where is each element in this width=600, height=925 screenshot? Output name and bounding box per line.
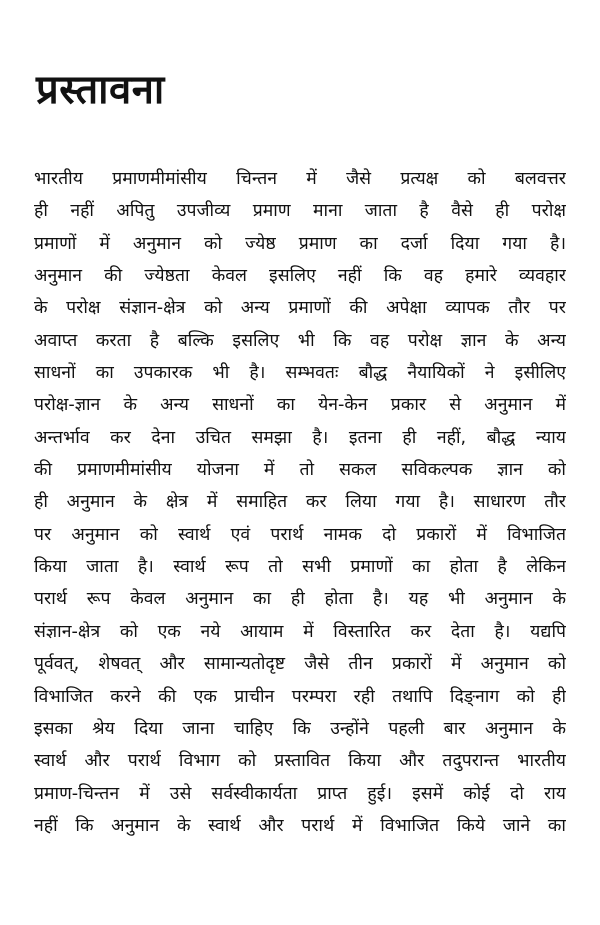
text-line: स्वार्थ और परार्थ विभाग को प्रस्तावित किया और तदुपरान्त भारतीय [34,751,566,772]
text-line: भारतीय प्रमाणमीमांसीय चिन्तन में जैसे प्रत्यक्ष को बलवत्तर [34,169,566,189]
text-line: अनुमान की ज्येष्ठता केवल इसलिए नहीं कि वह हमारे व्यवहार [34,266,566,287]
page-title: प्रस्तावना [36,67,165,113]
text-line: अन्तर्भाव कर देना उचित समझा है। इतना ही नहीं, बौद्ध न्याय [34,427,566,448]
text-line: अवाप्त करता है बल्कि इसलिए भी कि वह परोक्ष ज्ञान के अन्य [34,330,566,351]
text-line: पूर्ववत्, शेषवत् और सामान्यतोदृष्ट जैसे तीन प्रकारों में अनुमान को [34,654,566,675]
text-line: परार्थ रूप केवल अनुमान का ही होता है। यह भी अनुमान के [34,589,566,610]
text-line: विभाजित करने की एक प्राचीन परम्परा रही तथापि दिङ्नाग को ही [34,686,566,707]
body-paragraph [34,163,566,842]
text-line: प्रमाणों में अनुमान को ज्येष्ठ प्रमाण का दर्जा दिया गया है। [34,233,566,254]
text-line: ही नहीं अपितु उपजीव्य प्रमाण माना जाता है वैसे ही परोक्ष [34,201,566,222]
text-line: प्रमाण-चिन्तन में उसे सर्वस्वीकार्यता प्राप्त हुई। इसमें कोई दो राय [34,783,566,804]
text-line: नहीं कि अनुमान के स्वार्थ और परार्थ में विभाजित किये जाने का [34,815,566,836]
text-line: इसका श्रेय दिया जाना चाहिए कि उन्होंने पहली बार अनुमान के [34,718,566,739]
text-line: ही अनुमान के क्षेत्र में समाहित कर लिया गया है। साधारण तौर [34,492,566,513]
text-line: साधनों का उपकारक भी है। सम्भवतः बौद्ध नैयायिकों ने इसीलिए [34,363,566,384]
text-line: की प्रमाणमीमांसीय योजना में तो सकल सविकल्पक ज्ञान को [34,460,566,481]
text-line: परोक्ष-ज्ञान के अन्य साधनों का येन-केन प्रकार से अनुमान में [34,395,566,416]
text-line: किया जाता है। स्वार्थ रूप तो सभी प्रमाणों का होता है लेकिन [34,557,566,578]
text-line: पर अनुमान को स्वार्थ एवं परार्थ नामक दो प्रकारों में विभाजित [34,524,566,545]
text-line: संज्ञान-क्षेत्र को एक नये आयाम में विस्तारित कर देता है। यद्यपि [34,621,566,642]
text-line: के परोक्ष संज्ञान-क्षेत्र को अन्य प्रमाणों की अपेक्षा व्यापक तौर पर [34,298,566,319]
